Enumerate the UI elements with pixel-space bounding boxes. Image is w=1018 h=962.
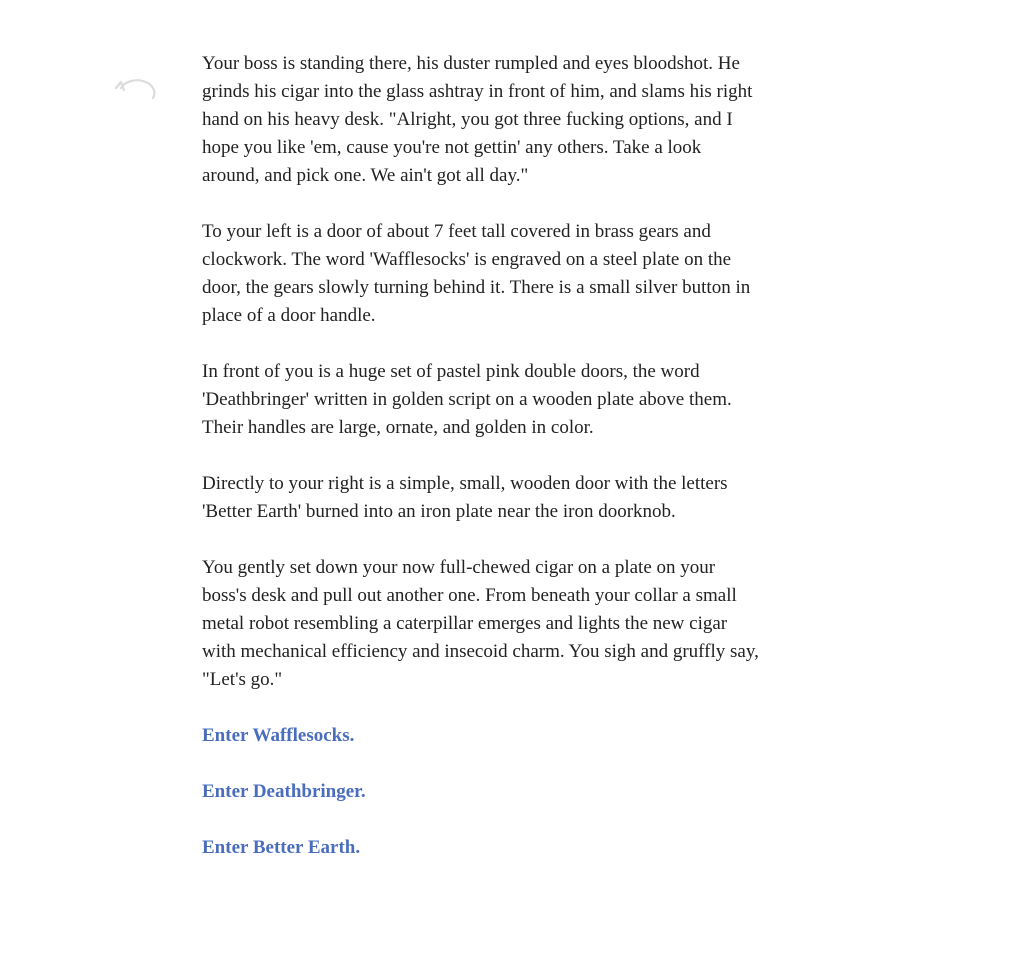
undo-button[interactable] — [113, 76, 157, 104]
story-paragraph: You gently set down your now full-chewed cigar on a plate on your boss's desk and pull out another one. From beneath your collar a small metal robot resembling a caterpillar emerges and lights the new cigar with mechanical efficiency and insecoid charm. You sigh and gruffly say, "Let's go." — [202, 557, 759, 690]
choice-link-better-earth[interactable]: Enter Better Earth. — [202, 837, 361, 858]
story-paragraph: In front of you is a huge set of pastel pink double doors, the word 'Deathbringer' written in golden script on a wooden plate above them. Their handles are large, ornate, and golden in color. — [202, 361, 732, 438]
choice-list — [202, 722, 827, 862]
choice-link-wafflesocks[interactable]: Enter Wafflesocks. — [202, 725, 355, 746]
story-passage — [202, 50, 827, 890]
undo-arrow-icon — [113, 76, 157, 104]
story-paragraph: Directly to your right is a simple, small, wooden door with the letters 'Better Earth' burned into an iron plate near the iron doorknob. — [202, 473, 728, 522]
choice-link-deathbringer[interactable]: Enter Deathbringer. — [202, 781, 366, 802]
story-paragraph: To your left is a door of about 7 feet tall covered in brass gears and clockwork. The word 'Wafflesocks' is engraved on a steel plate on the door, the gears slowly turning behind it. There is a small silver button in place of a door handle. — [202, 221, 751, 326]
story-paragraph: Your boss is standing there, his duster rumpled and eyes bloodshot. He grinds his cigar into the glass ashtray in front of him, and slams his right hand on his heavy desk. "Alright, you got three fucking options, and I hope you like 'em, cause you're not gettin' any others. Take a look around, and pick one. We ain't got all day." — [202, 53, 753, 186]
